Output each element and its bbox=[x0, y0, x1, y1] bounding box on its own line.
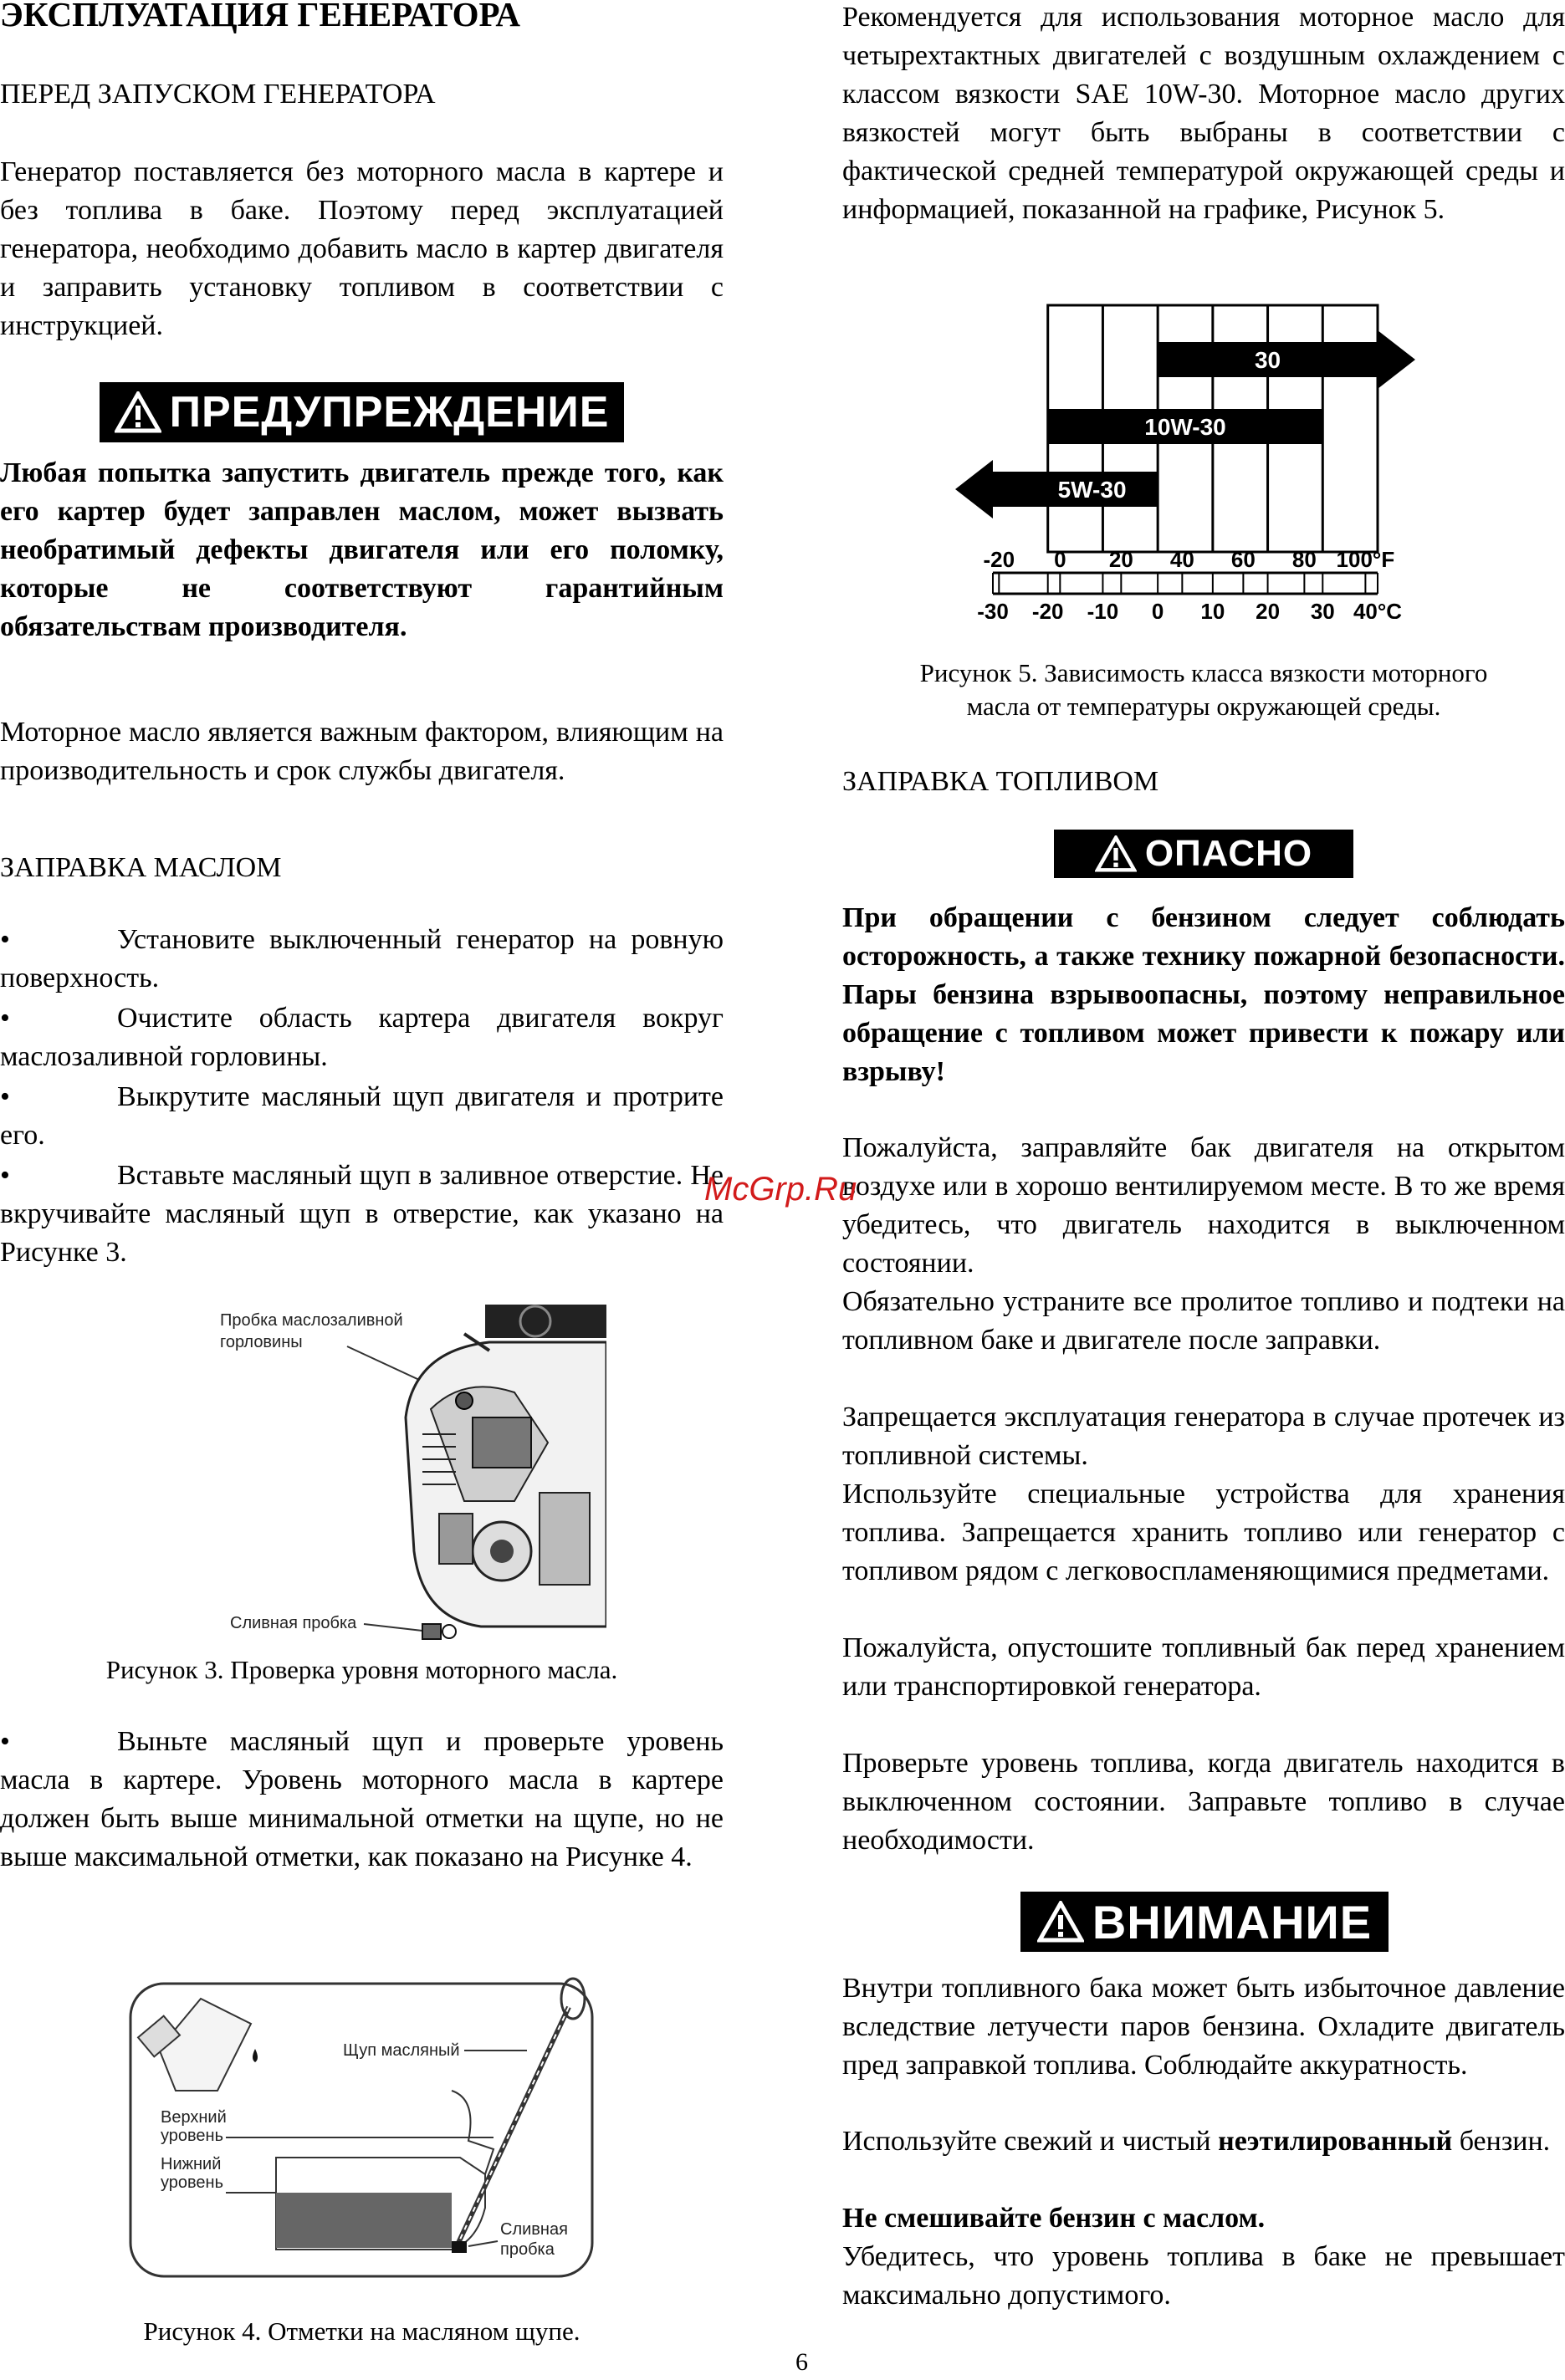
warning-triangle-icon bbox=[1037, 1901, 1084, 1943]
celsius-tick-label: -20 bbox=[1031, 599, 1064, 619]
fahrenheit-tick-label: 80 bbox=[1291, 547, 1317, 572]
celsius-tick-label: 30 bbox=[1310, 599, 1335, 619]
attention-banner-label: ВНИМАНИЕ bbox=[1092, 1895, 1373, 1948]
celsius-tick-label: 40°C bbox=[1353, 599, 1403, 619]
warning-triangle-icon bbox=[115, 391, 161, 433]
celsius-tick-label: 20 bbox=[1256, 599, 1281, 619]
figure4-label-upper-line2: уровень bbox=[161, 2127, 224, 2145]
figure3-engine-illustration bbox=[213, 1300, 606, 1652]
figure4-label-drain-line1: Сливная bbox=[500, 2220, 568, 2239]
fuel-paragraph-5: Пожалуйста, опустошите топливный бак перед хранением или транспортировкой генератора. bbox=[842, 1632, 1565, 1702]
celsius-tick-label: 10 bbox=[1200, 599, 1225, 619]
figure5-caption-line1: Рисунок 5. Зависимость класса вязкости моторного bbox=[919, 658, 1488, 687]
fuel-paragraph-2: Обязательно устраните все пролитое топливо и подтеки на топливном баке и двигателе после заправки. bbox=[842, 1286, 1565, 1356]
viscosity-band-label: 10W-30 bbox=[1144, 414, 1226, 440]
figure4-label-upper-line1: Верхний bbox=[161, 2108, 227, 2127]
danger-banner-label: ОПАСНО bbox=[1144, 833, 1313, 874]
oil-fill-bullets bbox=[0, 921, 724, 1272]
figure3-label-drain: Сливная пробка bbox=[230, 1614, 357, 1632]
figure4-label-drain-line2: пробка bbox=[500, 2240, 555, 2259]
bullet-item-check-level: • Выньте масляный щуп и проверьте уровень масла в картере. Уровень моторного масла в картере должен быть выше минимальной отметки на щупе, но не выше максимальной отметки, как показано на Рисунке 4. bbox=[0, 1726, 724, 1872]
fuel-heading: ЗАПРАВКА ТОПЛИВОМ bbox=[842, 766, 1159, 797]
figure5-caption-line2: масла от температуры окружающей среды. bbox=[966, 692, 1441, 721]
oil-importance-paragraph: Моторное масло является важным фактором, влияющим на производительность и срок службы двигателя. bbox=[0, 717, 724, 786]
figure4-caption: Рисунок 4. Отметки на масляном щупе. bbox=[143, 2316, 580, 2346]
fahrenheit-tick-label: 20 bbox=[1108, 547, 1133, 572]
bullet-item: • Выкрутите масляный щуп двигателя и протрите его. bbox=[0, 1081, 724, 1151]
fahrenheit-tick-label: -20 bbox=[983, 547, 1015, 572]
viscosity-band-5w-30 bbox=[955, 460, 1158, 518]
celsius-tick-label: -10 bbox=[1087, 599, 1119, 619]
attention-text: Внутри топливного бака может быть избыточное давление вследствие летучести паров бензина. Охладите двигатель пред заправкой топлива. Соблюдайте аккуратность. bbox=[842, 1973, 1565, 2081]
figure3-caption: Рисунок 3. Проверка уровня моторного масла. bbox=[105, 1655, 618, 1684]
fahrenheit-tick-label: 40 bbox=[1169, 547, 1194, 572]
figure5-viscosity-chart bbox=[943, 301, 1461, 619]
section-heading-before-start: ПЕРЕД ЗАПУСКОМ ГЕНЕРАТОРА bbox=[0, 79, 436, 110]
fahrenheit-tick-label: 60 bbox=[1230, 547, 1256, 572]
tank-level-paragraph: Убедитесь, что уровень топлива в баке не превышает максимально допустимого. bbox=[842, 2241, 1565, 2311]
warning-triangle-icon bbox=[1095, 835, 1137, 872]
viscosity-band-label: 30 bbox=[1254, 347, 1281, 373]
figure3-label-plug-line1: Пробка маслозаливной bbox=[220, 1311, 403, 1330]
intro-paragraph: Генератор поставляется без моторного масла в картере и без топлива в баке. Поэтому перед эксплуатацией генератора, необходимо добавить масло в картер двигателя и заправить установку топливом в соответствии с инструкцией. bbox=[0, 156, 724, 341]
bullet-item: • Очистите область картера двигателя вокруг маслозаливной горловины. bbox=[0, 1003, 724, 1072]
figure3-label-plug-line2: горловины bbox=[220, 1333, 303, 1351]
figure4-label-lower-line1: Нижний bbox=[161, 2155, 222, 2173]
celsius-tick-label: -30 bbox=[977, 599, 1009, 619]
figure4-label-lower-line2: уровень bbox=[161, 2173, 224, 2192]
bullet-item: • Вставьте масляный щуп в заливное отверстие. Не вкручивайте масляный щуп в отверстие, как указано на Рисунке 3. bbox=[0, 1160, 724, 1268]
oil-recommendation-paragraph: Рекомендуется для использования моторное масло для четырехтактных двигателей с воздушным охлаждением с классом вязкости SAE 10W-30. Моторное масло других вязкостей могут быть выбраны в соответствии с фактической средней температурой окружающей среды и информацией, показанной на графике, Рисунок 5. bbox=[842, 2, 1565, 225]
celsius-tick-label: 0 bbox=[1151, 599, 1164, 619]
fahrenheit-tick-label: 100°F bbox=[1336, 547, 1395, 572]
fuel-paragraph-1: Пожалуйста, заправляйте бак двигателя на открытом воздухе или в хорошо вентилируемом месте. В то же время убедитесь, что двигатель находится в выключенном состоянии. bbox=[842, 1132, 1565, 1279]
bullet-item: • Установите выключенный генератор на ровную поверхность. bbox=[0, 924, 724, 993]
unleaded-paragraph: Используйте свежий и чистый неэтилированный бензин. bbox=[842, 2126, 1551, 2157]
attention-banner bbox=[1020, 1892, 1389, 1952]
fuel-paragraph-6: Проверьте уровень топлива, когда двигатель находится в выключенном состоянии. Заправьте топливо в случае необходимости. bbox=[842, 1748, 1565, 1856]
viscosity-band-label: 5W-30 bbox=[1057, 477, 1127, 503]
danger-banner bbox=[1054, 830, 1353, 878]
no-mix-text: Не смешивайте бензин с маслом. bbox=[842, 2203, 1266, 2234]
fuel-paragraph-3: Запрещается эксплуатация генератора в случае протечек из топливной системы. bbox=[842, 1402, 1565, 1471]
warning-banner bbox=[100, 382, 624, 442]
fuel-paragraph-4: Используйте специальные устройства для хранения топлива. Запрещается хранить топливо или генератор с топливом рядом с легковоспламеняющимися предметами. bbox=[842, 1479, 1565, 1586]
warning-banner-label: ПРЕДУПРЕЖДЕНИЕ bbox=[169, 388, 610, 437]
fahrenheit-tick-label: 0 bbox=[1054, 547, 1066, 572]
danger-text: При обращении с бензином следует соблюдать осторожность, а также технику пожарной безопасности. Пары бензина взрывоопасны, поэтому неправильное обращение с топливом может привести к пожару или взрыву! bbox=[842, 902, 1565, 1087]
oil-fill-heading: ЗАПРАВКА МАСЛОМ bbox=[0, 852, 282, 883]
page-title: ЭКСПЛУАТАЦИЯ ГЕНЕРАТОРА bbox=[0, 0, 520, 33]
figure4-dipstick-illustration bbox=[125, 1974, 602, 2291]
figure4-label-dipstick: Щуп масляный bbox=[343, 2041, 460, 2060]
warning-text: Любая попытка запустить двигатель прежде того, как его картер будет заправлен маслом, может вызвать необратимый дефекты двигателя или его поломку, которые не соответствуют гарантийным обязательствам производителя. bbox=[0, 457, 724, 642]
page-number: 6 bbox=[795, 2348, 808, 2376]
watermark: McGrp.Ru bbox=[704, 1171, 857, 1208]
